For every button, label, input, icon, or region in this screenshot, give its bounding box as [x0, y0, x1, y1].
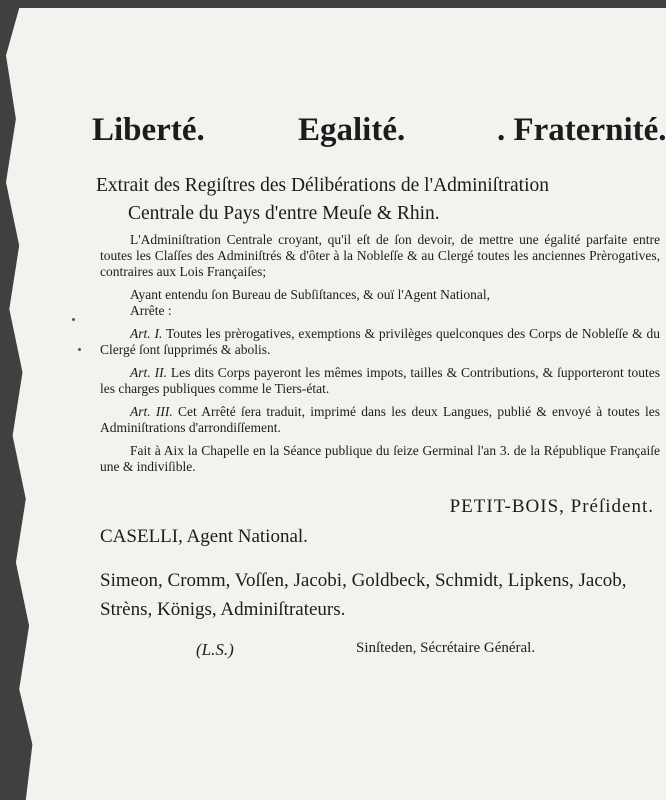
administrateurs-signatures: Simeon, Cromm, Voſſen, Jacobi, Goldbeck, Schmidt, Lipkens, Jacob, Strèns, Königs, Adminiſtrateurs.	[100, 570, 627, 620]
article-1-label: Art. I.	[130, 326, 163, 341]
president-signature: PETIT-BOIS, Préſident.	[449, 496, 654, 517]
preamble-paragraph: L'Adminiſtration Centrale croyant, qu'il eſt de ſon devoir, de mettre une égalité parfaite entre toutes les Claſſes des Adminiſtrés & d'ôter à la Nobleſſe & au Clergé toutes les anciennes Prèrogatives, contraires aux Lois Françaiſes;	[100, 232, 660, 279]
title-line-1: Extrait des Regiſtres des Délibérations de l'Adminiſtration	[96, 175, 549, 196]
article-3-label: Art. III.	[130, 404, 173, 419]
title-line-2: Centrale du Pays d'entre Meuſe & Rhin.	[128, 203, 440, 224]
arrete-line: Arrête :	[130, 303, 172, 318]
agent-national-signature: CASELLI, Agent National.	[100, 526, 308, 547]
article-3-text: Cet Arrêté ſera traduit, imprimé dans les deux Langues, publié & envoyé à toutes les Adminiſtrations d'arrondiſſement.	[100, 404, 660, 435]
paper-speck	[78, 348, 81, 351]
motto-egalite: Egalité.	[298, 112, 406, 148]
motto-fraternite: . Fraternité.	[497, 112, 666, 148]
seal-mark: (L.S.)	[196, 640, 234, 659]
revolutionary-motto	[92, 112, 666, 156]
document-title	[96, 172, 662, 228]
secretaire-signature: Sinſteden, Sécrétaire Général.	[356, 640, 536, 656]
article-2-text: Les dits Corps payeront les mêmes impots, tailles & Contributions, & ſupporteront toutes les charges publiques comme le Tiers-état.	[100, 365, 661, 396]
article-2	[100, 365, 660, 397]
article-1-text: Toutes les prèrogatives, exemptions & privilèges quelconques des Corps de Nobleſſe & du Clergé ſont ſupprimés & abolis.	[100, 326, 661, 357]
article-1	[100, 326, 660, 358]
paper-speck	[72, 318, 75, 321]
motto-liberte: Liberté.	[92, 112, 205, 148]
ayant-paragraph: Ayant entendu ſon Bureau de Subſiſtances, & ouï l'Agent National,	[130, 287, 490, 302]
decree-body	[100, 232, 660, 482]
article-2-label: Art. II.	[130, 365, 167, 380]
article-3	[100, 404, 660, 436]
fait-paragraph: Fait à Aix la Chapelle en la Séance publique du ſeize Germinal l'an 3. de la République Françaiſe une & indiviſible.	[100, 443, 660, 474]
